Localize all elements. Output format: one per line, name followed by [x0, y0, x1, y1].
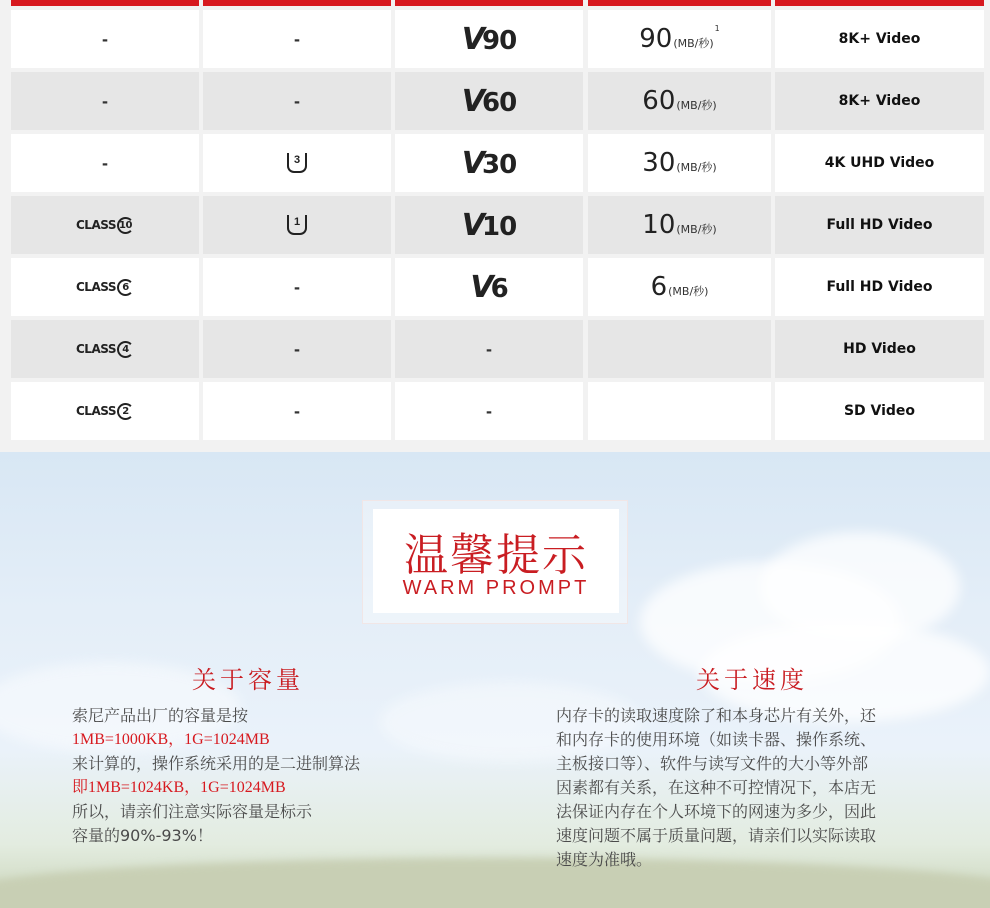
- speed-unit: (MB/秒): [668, 285, 709, 298]
- table-cell: [11, 196, 199, 254]
- uhs-1-icon: 1: [287, 215, 307, 235]
- capacity-line: 来计算的，操作系统采用的是二进制算法: [72, 754, 361, 773]
- speed-line: 和内存卡的使用环境（如读卡器、操作系统、: [556, 730, 877, 749]
- class-6-icon: [76, 279, 134, 296]
- speed-text: [556, 704, 966, 872]
- table-cell: [11, 134, 199, 192]
- speed-number: 30: [642, 148, 676, 178]
- table-cell: [588, 72, 771, 130]
- prompt-title-en: WARM PROMPT: [402, 577, 590, 599]
- video-resolution: SD Video: [843, 403, 916, 419]
- table-cell: [395, 72, 583, 130]
- table-cell: [11, 258, 199, 316]
- table-cell: [588, 134, 771, 192]
- speed-title: 关于速度: [696, 666, 808, 694]
- warm-prompt-section: [0, 452, 990, 908]
- speed-value: [639, 24, 720, 54]
- table-header-bar: [588, 0, 771, 6]
- capacity-line: 容量的90%-93%！: [72, 826, 213, 845]
- v-number: 10: [482, 211, 517, 242]
- table-cell: [203, 382, 391, 440]
- class-number: 4: [117, 341, 134, 358]
- table-cell: [395, 10, 583, 68]
- video-resolution: Full HD Video: [826, 279, 933, 295]
- capacity-line-red: 即1MB=1024KB，1G=1024MB: [72, 779, 286, 796]
- v-number: 90: [482, 25, 517, 56]
- class-10-icon: [76, 217, 134, 234]
- speed-class-table: [0, 0, 990, 452]
- table-cell: [203, 10, 391, 68]
- table-cell: [775, 134, 984, 192]
- class-number: 10: [117, 217, 134, 234]
- table-cell: [395, 320, 583, 378]
- table-header-bar: [395, 0, 583, 6]
- v-letter: V: [461, 21, 485, 57]
- class-word: CLASS: [76, 218, 116, 232]
- class-word: CLASS: [76, 342, 116, 356]
- speed-value: [642, 210, 716, 240]
- video-class-v30-icon: [462, 146, 516, 181]
- speed-line: 主板接口等）、软件与读写文件的大小等外部: [556, 754, 869, 773]
- table-cell: [775, 382, 984, 440]
- dash-text: -: [102, 28, 108, 49]
- table-header-bar: [203, 0, 391, 6]
- class-4-icon: [76, 341, 134, 358]
- table-cell: [395, 258, 583, 316]
- dash-text: -: [102, 90, 108, 111]
- speed-unit: (MB/秒): [676, 161, 717, 174]
- table-header-bar: [775, 0, 984, 6]
- capacity-title: 关于容量: [192, 666, 304, 694]
- prompt-title-cn: 温馨提示: [404, 530, 588, 581]
- class-2-icon: [76, 403, 134, 420]
- dash-text: -: [294, 90, 300, 111]
- speed-value: [642, 86, 716, 116]
- table-cell: [203, 258, 391, 316]
- table-cell: [775, 10, 984, 68]
- video-resolution: 8K+ Video: [838, 31, 921, 47]
- table-cell: [203, 134, 391, 192]
- dash-text: -: [294, 400, 300, 421]
- v-number: 60: [482, 87, 517, 118]
- video-class-v10-icon: [462, 208, 516, 243]
- speed-number: 6: [650, 272, 668, 302]
- v-letter: V: [470, 269, 493, 305]
- speed-value: [642, 148, 716, 178]
- class-number: 6: [117, 279, 134, 296]
- speed-line: 速度为准哦。: [556, 850, 653, 869]
- capacity-line: 所以，请亲们注意实际容量是标示: [72, 802, 313, 821]
- table-cell: [11, 320, 199, 378]
- v-letter: V: [461, 145, 485, 181]
- table-cell: [775, 72, 984, 130]
- speed-footnote: 1: [714, 24, 720, 33]
- speed-number: 10: [642, 210, 676, 240]
- table-cell: [11, 10, 199, 68]
- capacity-text: [72, 704, 452, 848]
- table-cell: [588, 196, 771, 254]
- table-cell: [203, 196, 391, 254]
- table-cell: [588, 382, 771, 440]
- prompt-box: [373, 509, 619, 613]
- dash-text: -: [294, 276, 300, 297]
- table-cell: [11, 382, 199, 440]
- class-word: CLASS: [76, 404, 116, 418]
- v-number: 30: [482, 149, 517, 180]
- video-resolution: 4K UHD Video: [824, 155, 935, 171]
- table-cell: [588, 258, 771, 316]
- v-letter: V: [461, 207, 485, 243]
- uhs-3-icon: 3: [287, 153, 307, 173]
- table-cell: [775, 258, 984, 316]
- speed-unit: (MB/秒): [676, 99, 717, 112]
- capacity-line: 索尼产品出厂的容量是按: [72, 706, 249, 725]
- table-cell: [775, 320, 984, 378]
- dash-text: -: [486, 338, 492, 359]
- speed-unit: (MB/秒): [673, 37, 714, 50]
- speed-line: 因素都有关系，在这种不可控情况下，本店无: [556, 778, 877, 797]
- table-cell: [588, 10, 771, 68]
- table-cell: [395, 134, 583, 192]
- speed-number: 60: [642, 86, 676, 116]
- table-cell: [395, 382, 583, 440]
- table-cell: [588, 320, 771, 378]
- table-cell: [203, 320, 391, 378]
- speed-line: 内存卡的读取速度除了和本身芯片有关外，还: [556, 706, 877, 725]
- video-class-v6-icon: [470, 270, 507, 305]
- speed-unit: (MB/秒): [676, 223, 717, 236]
- table-cell: [11, 72, 199, 130]
- dash-text: -: [294, 338, 300, 359]
- dash-text: -: [102, 152, 108, 173]
- table-cell: [395, 196, 583, 254]
- v-number: 6: [490, 273, 508, 304]
- table-cell: [203, 72, 391, 130]
- video-resolution: 8K+ Video: [838, 93, 921, 109]
- table-cell: [775, 196, 984, 254]
- video-resolution: Full HD Video: [826, 217, 933, 233]
- class-word: CLASS: [76, 280, 116, 294]
- speed-line: 法保证内存在个人环境下的网速为多少，因此: [556, 802, 877, 821]
- speed-value: [651, 272, 709, 302]
- v-letter: V: [461, 83, 485, 119]
- video-class-v90-icon: [462, 22, 516, 57]
- video-resolution: HD Video: [843, 341, 916, 357]
- dash-text: -: [294, 28, 300, 49]
- speed-number: 90: [639, 24, 673, 54]
- speed-line: 速度问题不属于质量问题，请亲们以实际读取: [556, 826, 877, 845]
- dash-text: -: [486, 400, 492, 421]
- class-number: 2: [117, 403, 134, 420]
- table-header-bar: [11, 0, 199, 6]
- capacity-line-red: 1MB=1000KB，1G=1024MB: [72, 731, 270, 748]
- video-class-v60-icon: [462, 84, 516, 119]
